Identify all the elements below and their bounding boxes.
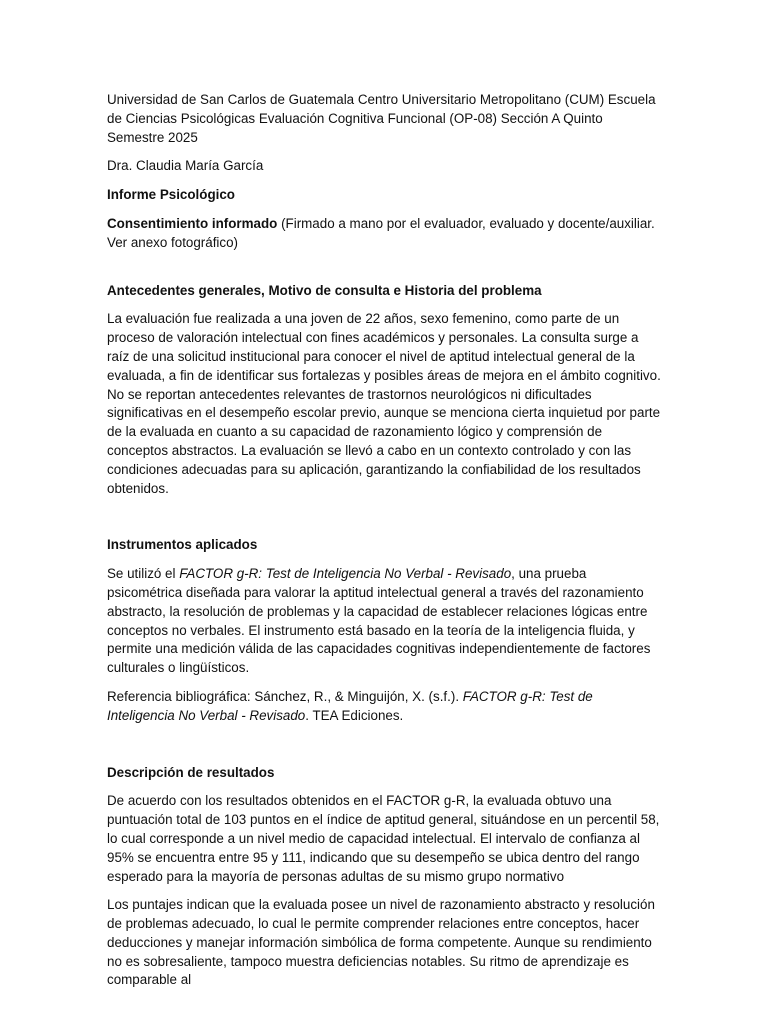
document-body: [107, 91, 663, 1000]
background-paragraph: La evaluación fue realizada a una joven de 22 años, sexo femenino, como parte de un proceso de valoración intelectual con fines académicos y personales. La consulta surge a raíz de una solicitud institucional para conocer el nivel de aptitud intelectual general de la evaluada, a fin de identificar sus fortalezas y posibles áreas de mejora en el ámbito cognitivo. No se reportan antecedentes relevantes de trastornos neurológicos ni dificultades significativas en el desempeño escolar previo, aunque se menciona cierta inquietud por parte de la evaluada en cuanto a su capacidad de razonamiento lógico y comprensión de conceptos abstractos. La evaluación se llevó a cabo en un contexto controlado y con las condiciones adecuadas para su aplicación, garantizando la confiabilidad de los resultados obtenidos.: [107, 311, 661, 496]
instruments-intro: Se utilizó el: [107, 566, 180, 582]
consent-text: (Firmado a mano por el evaluador, evaluado y docente/auxiliar. Ver anexo fotográfico): [107, 215, 655, 250]
results-paragraph-2: Los puntajes indican que la evaluada posee un nivel de razonamiento abstracto y resolución de problemas adecuado, lo cual le permite comprender relaciones entre conceptos, hacer deducciones y manejar información simbólica de forma competente. Aunque su rendimiento no es sobresaliente, tampoco muestra deficiencias notables. Su ritmo de aprendizaje es comparable al: [107, 897, 655, 988]
reference-prefix: Referencia bibliográfica: Sánchez, R., & Minguijón, X. (s.f.).: [107, 688, 463, 704]
reference-paragraph: [107, 688, 663, 726]
reference-title: FACTOR g-R: Test de Inteligencia No Verbal - Revisado: [107, 688, 593, 723]
background-heading: Antecedentes generales, Motivo de consulta e Historia del problema: [107, 282, 542, 298]
author-name: Dra. Claudia María García: [107, 158, 264, 174]
consent-label: Consentimiento informado: [107, 215, 278, 231]
institution-header: Universidad de San Carlos de Guatemala Centro Universitario Metropolitano (CUM) Escuela de Ciencias Psicológicas Evaluación Cognitiva Funcional (OP-08) Sección A Quinto Semestre 2025: [107, 92, 656, 145]
reference-suffix: . TEA Ediciones.: [305, 707, 404, 723]
instruments-description: , una prueba psicométrica diseñada para valorar la aptitud intelectual general a través del razonamiento abstracto, la resolución de problemas y la capacidad de establecer relaciones lógicas entre conceptos no verbales. El instrumento está basado en la teoría de la inteligencia fluida, y permite una medición válida de las capacidades cognitivas independientemente de factores culturales o lingüísticos.: [107, 566, 651, 676]
consent-paragraph: [107, 215, 663, 253]
instruments-heading: Instrumentos aplicados: [107, 537, 258, 553]
results-paragraph-1: De acuerdo con los resultados obtenidos en el FACTOR g-R, la evaluada obtuvo una puntuación total de 103 puntos en el índice de aptitud general, situándose en un percentil 58, lo cual corresponde a un nivel medio de capacidad intelectual. El intervalo de confianza al 95% se encuentra entre 95 y 111, indicando que su desempeño se ubica dentro del rango esperado para la mayoría de personas adultas de su mismo grupo normativo: [107, 793, 660, 884]
results-heading: Descripción de resultados: [107, 764, 275, 780]
test-name: FACTOR g-R: Test de Inteligencia No Verbal - Revisado: [179, 566, 512, 582]
instruments-paragraph: [107, 565, 663, 678]
report-title: Informe Psicológico: [107, 187, 235, 203]
